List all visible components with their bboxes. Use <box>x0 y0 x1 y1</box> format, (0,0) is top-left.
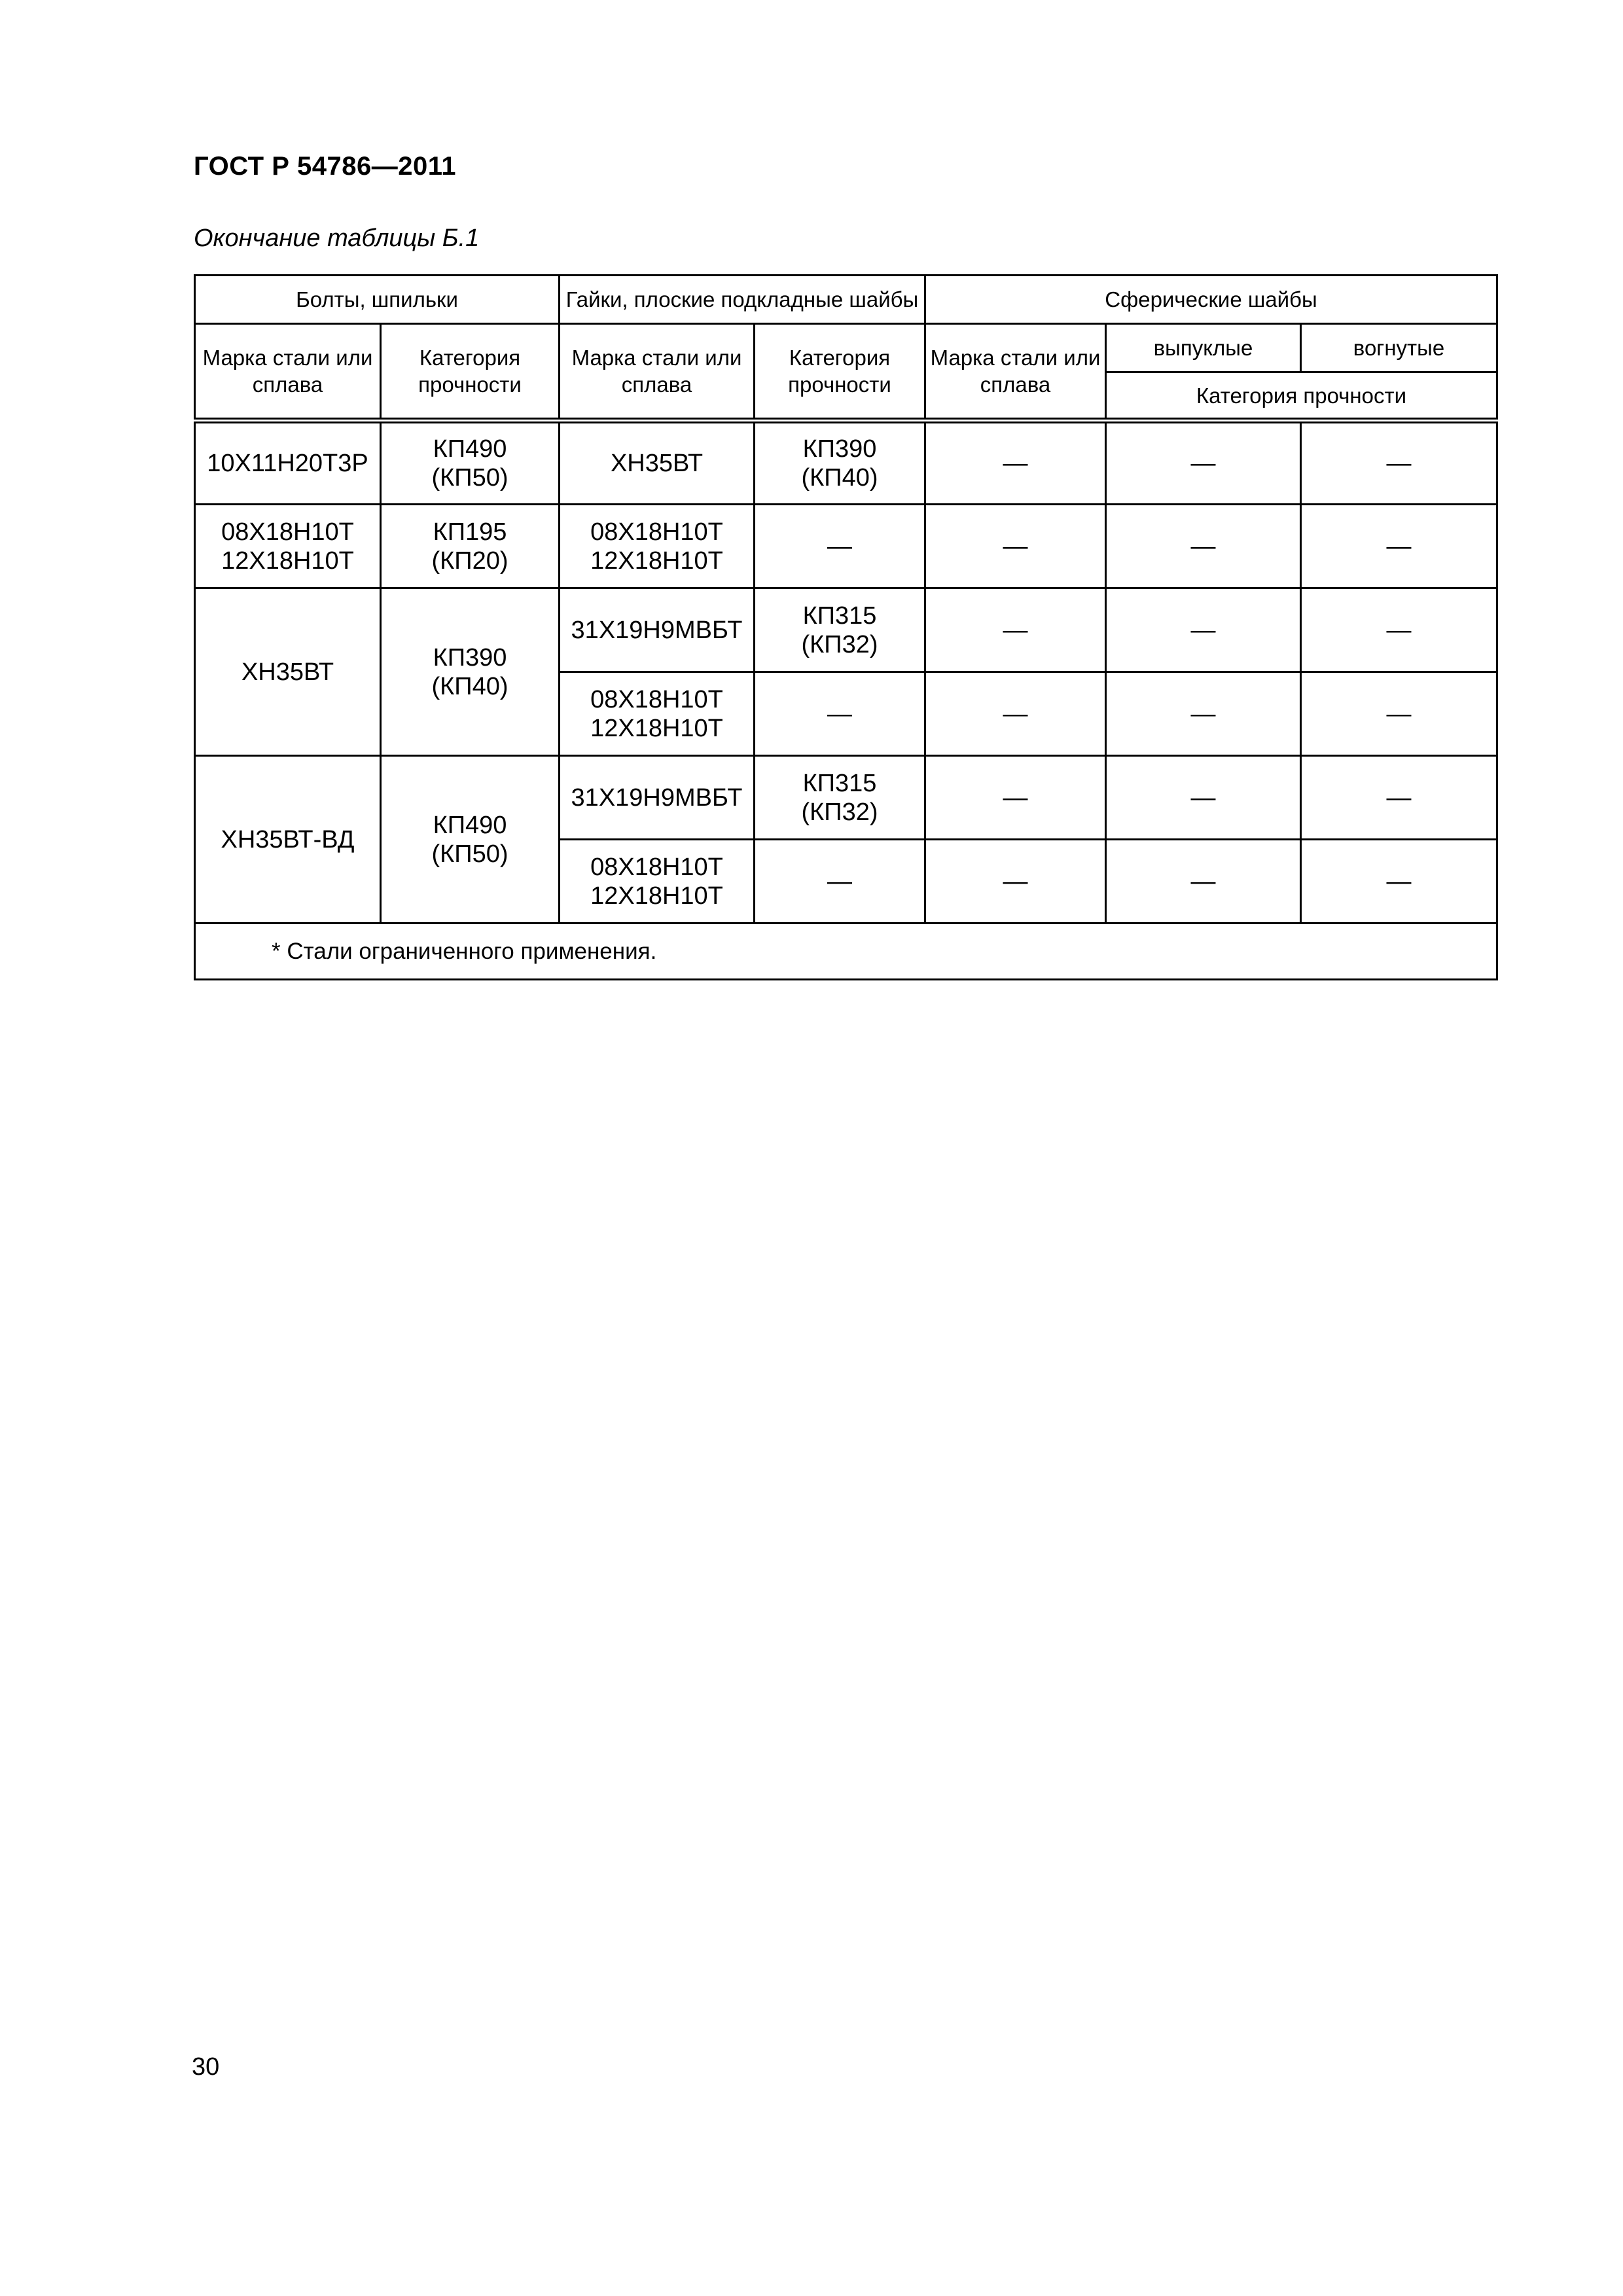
cell-nut-strength <box>755 672 925 756</box>
group-header-nuts: Гайки, плоские подкладные шайбы <box>560 276 925 324</box>
cell-spherical-grade: — <box>925 756 1106 840</box>
cell-text: КП315 <box>802 769 877 797</box>
cell-spherical-grade: — <box>925 840 1106 924</box>
cell-nut-grade <box>560 756 755 840</box>
cell-bolt-strength <box>381 588 560 756</box>
cell-text: 12Х18Н10Т <box>590 882 723 910</box>
cell-text: 12Х18Н10Т <box>221 547 354 575</box>
cell-text: 10Х11Н20Т3Р <box>207 450 368 477</box>
col-header-spherical-grade <box>925 324 1106 421</box>
cell-nut-strength <box>755 588 925 672</box>
cell-text: ХН35ВТ-ВД <box>221 825 355 853</box>
table-row <box>195 421 1497 505</box>
cell-concave: — <box>1301 421 1497 505</box>
cell-text: ХН35ВТ <box>241 658 334 686</box>
cell-nut-strength <box>755 421 925 505</box>
col-header-text: Марка стали или <box>202 346 373 370</box>
table-row <box>195 588 1497 672</box>
cell-spherical-grade: — <box>925 505 1106 588</box>
cell-bolt-grade <box>195 421 381 505</box>
cell-nut-strength <box>755 505 925 588</box>
cell-text: 12Х18Н10Т <box>590 714 723 742</box>
col-header-nut-grade <box>560 324 755 421</box>
col-header-text: прочности <box>788 372 891 397</box>
col-header-bolt-strength <box>381 324 560 421</box>
cell-text: 12Х18Н10Т <box>590 547 723 575</box>
cell-nut-grade <box>560 588 755 672</box>
cell-bolt-grade <box>195 756 381 924</box>
cell-nut-grade <box>560 421 755 505</box>
col-header-text: прочности <box>418 372 522 397</box>
col-header-text: Марка стали или <box>930 346 1101 370</box>
cell-text: (КП50) <box>431 840 508 868</box>
page-number: 30 <box>192 2053 220 2081</box>
cell-text: (КП40) <box>431 672 508 700</box>
col-header-convex: выпуклые <box>1106 324 1301 372</box>
cell-text: 08Х18Н10Т <box>590 853 723 881</box>
cell-text: — <box>827 700 852 728</box>
cell-bolt-grade <box>195 588 381 756</box>
cell-text: (КП20) <box>431 547 508 575</box>
cell-text: 31Х19Н9МВБТ <box>571 783 743 812</box>
cell-text: (КП32) <box>801 630 878 658</box>
data-table <box>194 274 1498 980</box>
cell-text: КП490 <box>433 811 507 839</box>
cell-nut-grade <box>560 672 755 756</box>
group-header-bolts: Болты, шпильки <box>195 276 560 324</box>
table-row <box>195 505 1497 588</box>
cell-convex: — <box>1106 588 1301 672</box>
cell-text: 08Х18Н10Т <box>590 685 723 713</box>
cell-bolt-strength <box>381 756 560 924</box>
cell-convex: — <box>1106 421 1301 505</box>
cell-bolt-grade <box>195 505 381 588</box>
cell-concave: — <box>1301 505 1497 588</box>
cell-text: КП315 <box>802 601 877 630</box>
col-header-text: сплава <box>252 372 323 397</box>
cell-concave: — <box>1301 588 1497 672</box>
cell-text: (КП40) <box>801 464 878 492</box>
col-header-nut-strength <box>755 324 925 421</box>
document-header: ГОСТ Р 54786—2011 <box>194 152 456 181</box>
table-caption: Окончание таблицы Б.1 <box>194 224 480 252</box>
group-header-spherical: Сферические шайбы <box>925 276 1497 324</box>
col-header-text: Категория <box>789 346 891 370</box>
table-footnote: * Стали ограниченного применения. <box>195 924 1497 980</box>
cell-text: ХН35ВТ <box>610 450 704 477</box>
cell-text: 08Х18Н10Т <box>221 518 354 546</box>
cell-text: 08Х18Н10Т <box>590 518 723 546</box>
col-header-text: Категория <box>419 346 521 370</box>
cell-text: 31Х19Н9МВБТ <box>571 616 743 644</box>
cell-text: КП390 <box>802 435 877 463</box>
cell-nut-strength <box>755 840 925 924</box>
footnote-row <box>195 924 1497 980</box>
cell-concave: — <box>1301 840 1497 924</box>
cell-text: — <box>827 867 852 895</box>
cell-text: — <box>827 532 852 560</box>
cell-convex: — <box>1106 505 1301 588</box>
cell-text: (КП32) <box>801 798 878 826</box>
col-header-bolt-grade <box>195 324 381 421</box>
col-header-concave: вогнутые <box>1301 324 1497 372</box>
cell-convex: — <box>1106 756 1301 840</box>
cell-spherical-grade: — <box>925 588 1106 672</box>
cell-bolt-strength <box>381 505 560 588</box>
cell-concave: — <box>1301 672 1497 756</box>
cell-concave: — <box>1301 756 1497 840</box>
cell-spherical-grade: — <box>925 421 1106 505</box>
col-header-text: Марка стали или <box>571 346 742 370</box>
col-header-strength-category: Категория прочности <box>1106 372 1497 421</box>
cell-nut-strength <box>755 756 925 840</box>
cell-text: КП490 <box>433 435 507 463</box>
cell-text: (КП50) <box>431 464 508 492</box>
cell-spherical-grade: — <box>925 672 1106 756</box>
cell-text: КП390 <box>433 643 507 672</box>
table-row <box>195 756 1497 840</box>
col-header-text: сплава <box>980 372 1051 397</box>
cell-nut-grade <box>560 840 755 924</box>
cell-convex: — <box>1106 840 1301 924</box>
cell-text: КП195 <box>433 518 507 546</box>
table-container <box>194 274 1496 980</box>
cell-nut-grade <box>560 505 755 588</box>
cell-convex: — <box>1106 672 1301 756</box>
cell-bolt-strength <box>381 421 560 505</box>
col-header-text: сплава <box>621 372 692 397</box>
